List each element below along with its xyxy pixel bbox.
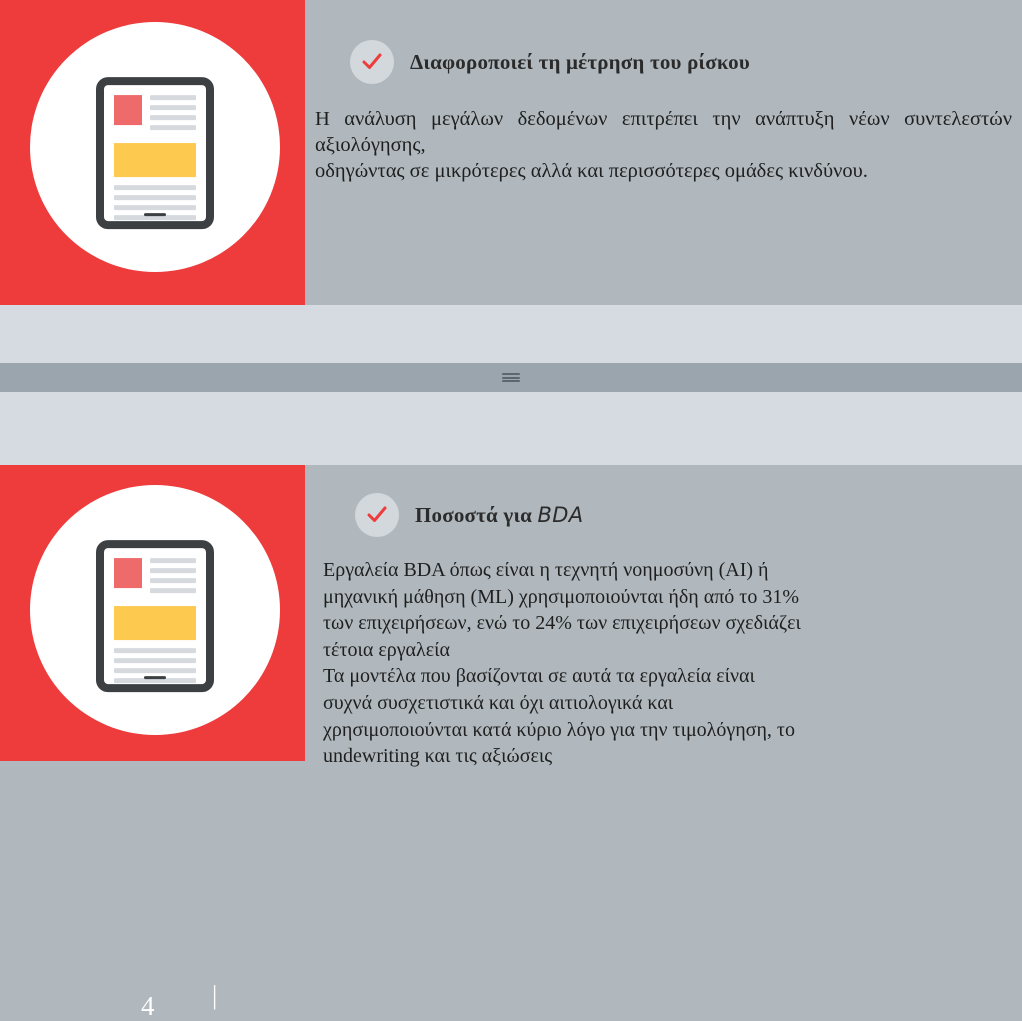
- tablet-icon-highlight-block: [114, 606, 196, 640]
- tablet-icon-header: [114, 558, 196, 598]
- check-icon: [350, 40, 394, 84]
- drag-handle-icon[interactable]: [502, 373, 520, 382]
- separator-lower: [0, 392, 1022, 465]
- slide-4-line-3: των επιχειρήσεων, ενώ το 24% των επιχειρήσεων σχεδιάζει: [323, 612, 801, 635]
- tablet-icon-text-lines: [150, 95, 196, 135]
- slide-4-title: [415, 503, 583, 528]
- slide-4-heading-row: [305, 465, 1022, 537]
- tablet-document-icon: [96, 540, 214, 692]
- slide-4-line-1: Εργαλεία BDA όπως είναι η τεχνητή νοημοσύνη (AI) ή: [323, 559, 769, 581]
- slide-4-line-2: μηχανική μάθηση (ML) χρησιμοποιούνται ήδη από το 31%: [323, 585, 799, 608]
- check-icon: [355, 493, 399, 537]
- tablet-icon-header: [114, 95, 196, 135]
- slide-3-paragraph-1: Η ανάλυση μεγάλων δεδομένων επιτρέπει την ανάπτυξη νέων συντελεστών αξιολόγησης,: [315, 108, 1012, 157]
- tablet-icon-home-bar: [144, 676, 166, 679]
- tablet-icon-image-block: [114, 95, 142, 125]
- slide-divider-bar[interactable]: [0, 363, 1022, 392]
- slide-3-heading-row: [305, 0, 1022, 84]
- slide-3-body: [315, 106, 1012, 184]
- slide-4-body: [323, 557, 1000, 770]
- slide-4-title-emphasis: BDA: [537, 502, 584, 527]
- slide-4-title-text: Ποσοστά για: [415, 502, 538, 527]
- slide-4-number-mark: |: [212, 981, 218, 1010]
- slide-3-number: 3: [134, 46, 148, 76]
- slide-4-line-6: συχνά συσχετιστικά και όχι αιτιολογικά και: [323, 691, 674, 714]
- tablet-document-icon: [96, 77, 214, 229]
- slide-4-line-4: τέτοια εργαλεία: [323, 638, 450, 661]
- tablet-icon-highlight-block: [114, 143, 196, 177]
- slide-4-line-8: undewriting και τις αξιώσεις: [323, 745, 553, 768]
- slide-4-icon-panel: [0, 465, 305, 761]
- slide-4: [0, 465, 1022, 1021]
- icon-circle: [30, 485, 280, 735]
- slide-3: [0, 0, 1022, 305]
- slide-4-content: [305, 465, 1022, 768]
- slide-4-line-7: χρησιμοποιούνται κατά κύριο λόγο για την τιμολόγηση, το: [323, 718, 795, 741]
- separator-upper: [0, 305, 1022, 363]
- slide-3-content: [305, 0, 1022, 305]
- icon-circle: [30, 22, 280, 272]
- slide-3-icon-panel: [0, 0, 305, 305]
- slide-3-paragraph-2: οδηγώντας σε μικρότερες αλλά και περισσότερες ομάδες κινδύνου.: [315, 160, 868, 183]
- slide-4-number: 4: [141, 991, 155, 1021]
- tablet-icon-home-bar: [144, 213, 166, 216]
- tablet-icon-image-block: [114, 558, 142, 588]
- slide-4-line-5: Τα μοντέλα που βασίζονται σε αυτά τα εργαλεία είναι: [323, 665, 755, 688]
- tablet-icon-text-lines: [150, 558, 196, 598]
- slide-3-title: Διαφοροποιεί τη μέτρηση του ρίσκου: [410, 49, 750, 74]
